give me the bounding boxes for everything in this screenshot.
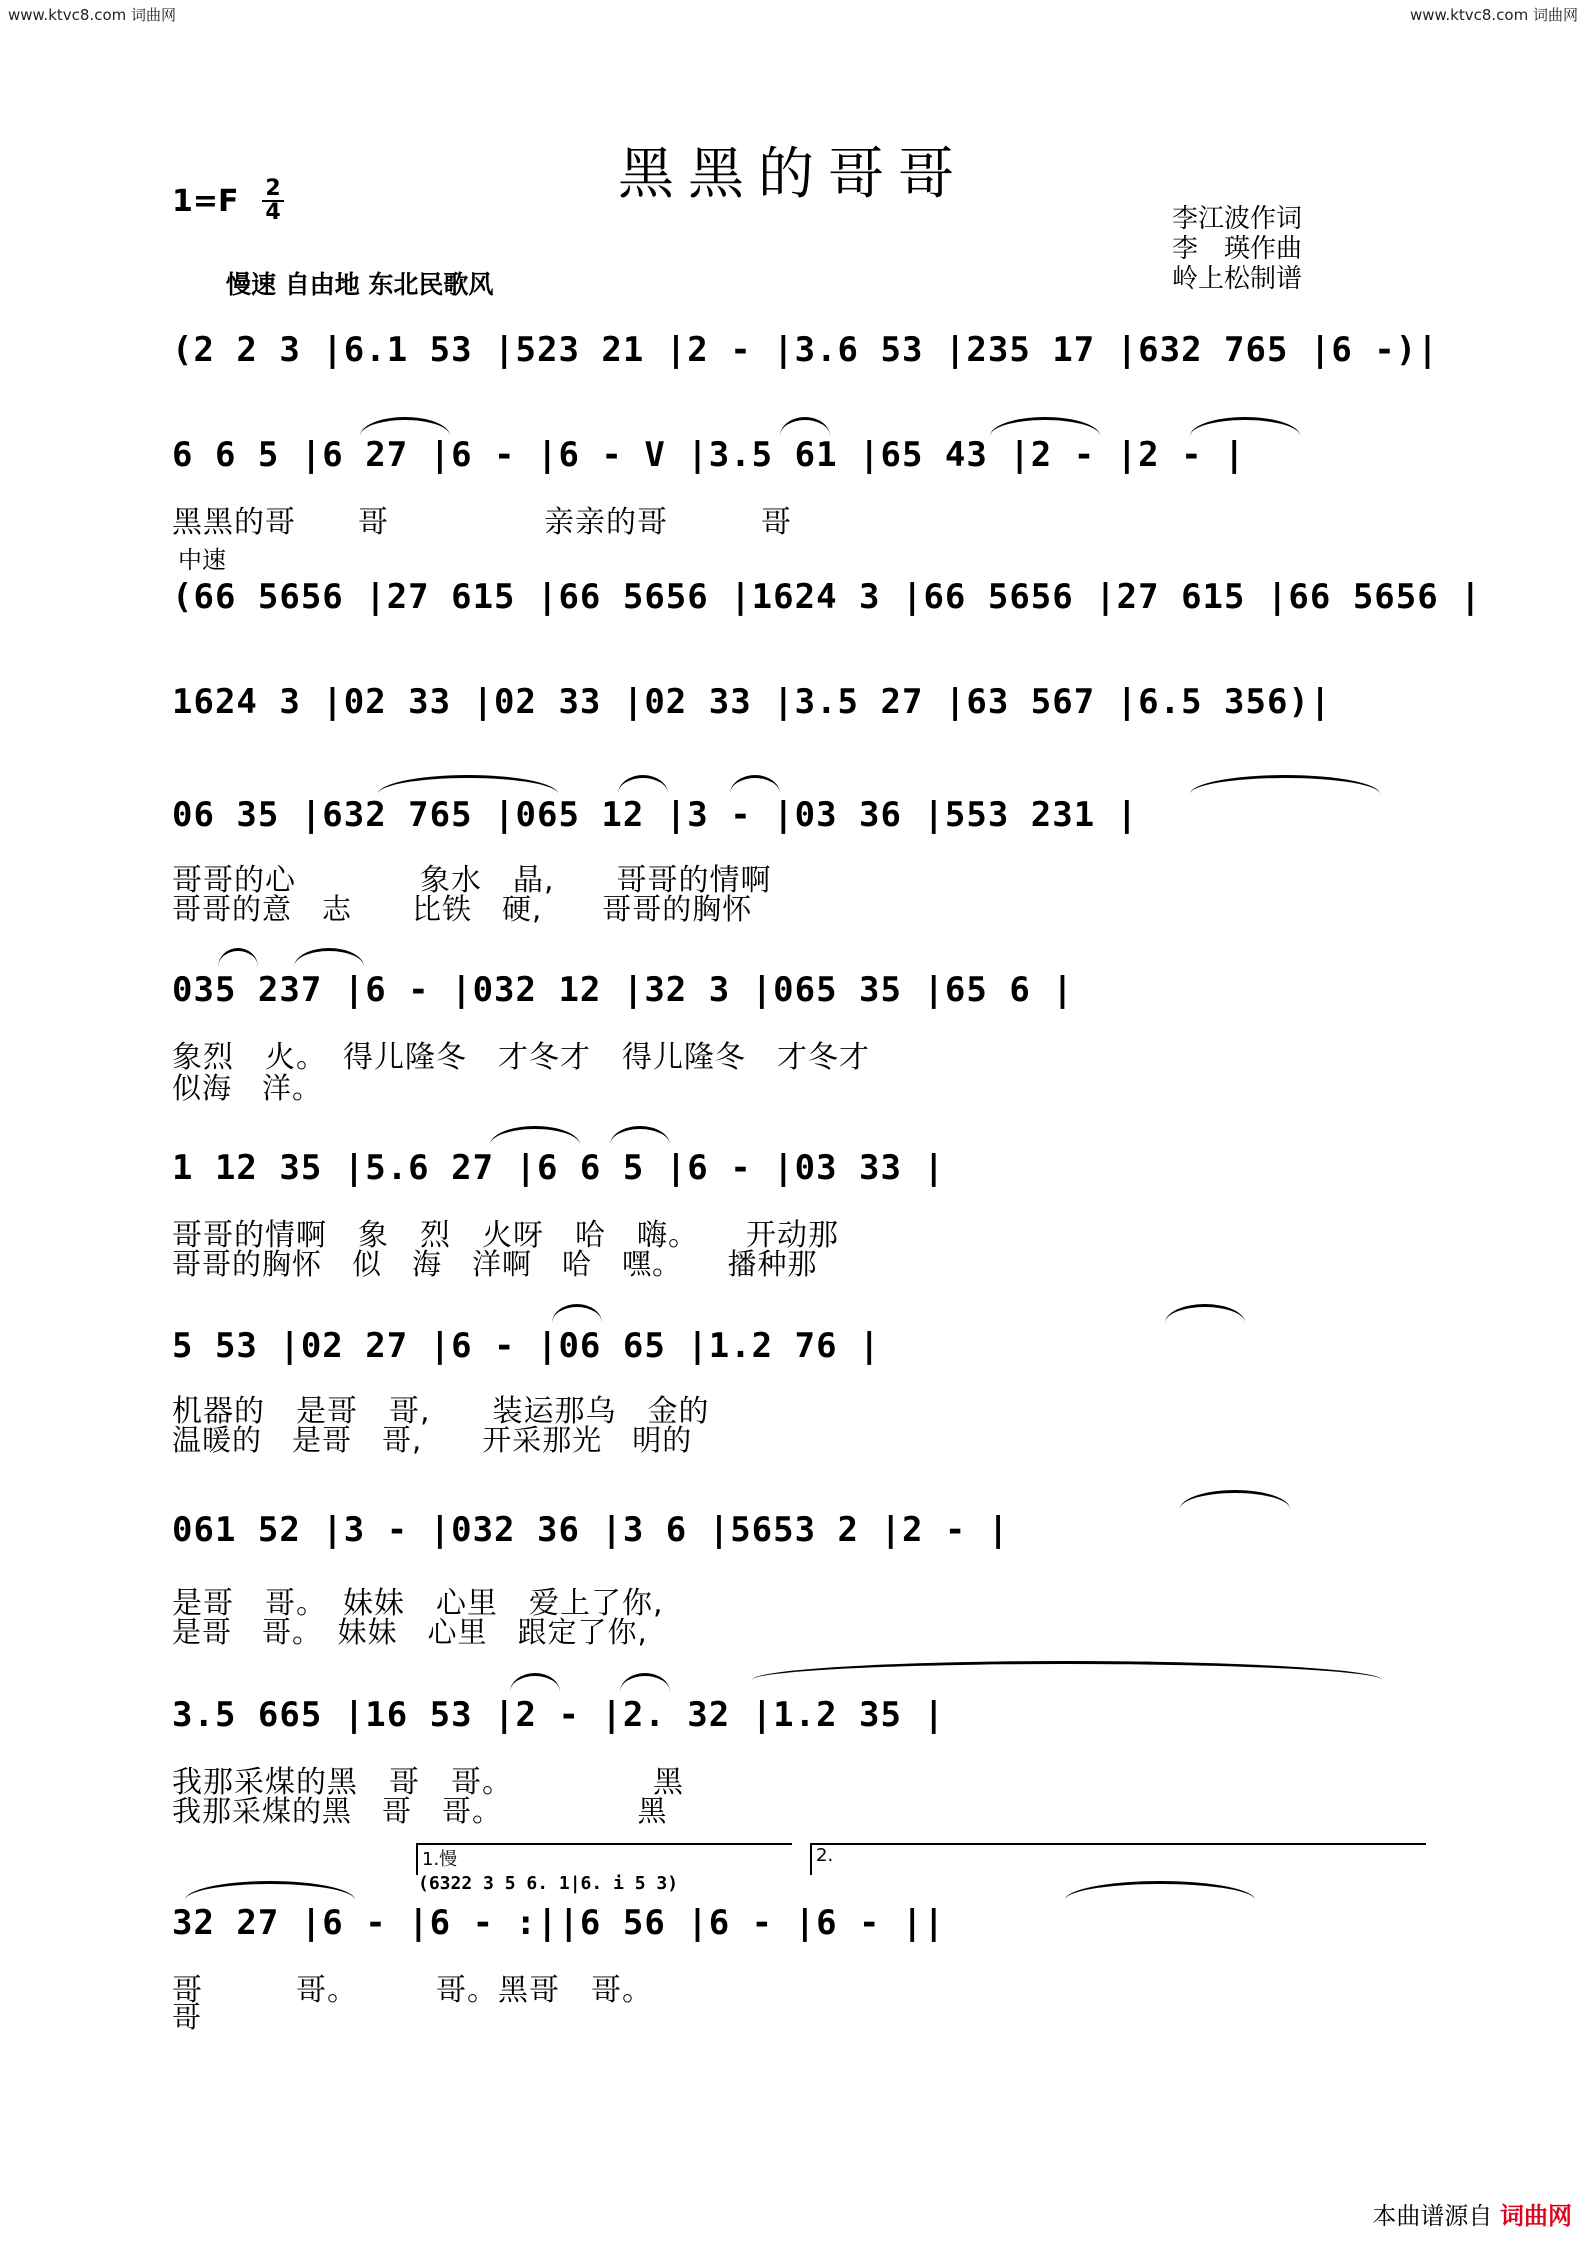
- key-signature: 1=F: [172, 184, 239, 219]
- composer-credit: 李 瑛作曲: [1172, 234, 1303, 264]
- score-row-10: [0, 1695, 1586, 1828]
- lyrics-row-9-verse-2: 是哥 哥。 妹妹 心里 跟定了你,: [172, 1615, 648, 1649]
- first-ending-label: 1.慢: [422, 1849, 458, 1870]
- watermark-left: www.ktvc8.com 词曲网: [8, 6, 177, 24]
- lyrics-row-11-verse-1: 哥 哥。 哥。黑哥 哥。: [172, 1973, 653, 2008]
- source-brand[interactable]: 词曲网: [1500, 2202, 1572, 2230]
- notes-row-5: 06 35 |632 765 |065 12 |3 - |03 36 |553 231 |: [172, 795, 1139, 835]
- slur: [990, 417, 1100, 436]
- slur: [610, 1126, 670, 1145]
- tempo-start: 慢速 自由地 东北民歌风: [226, 270, 494, 299]
- notes-row-4: 1624 3 |02 33 |02 33 |02 33 |3.5 27 |63 567 |6.5 356)|: [172, 682, 1332, 722]
- lyrics-row-9-verse-1: 是哥 哥。 妹妹 心里 爱上了你,: [172, 1586, 664, 1621]
- notes-row-1: (2 2 3 |6.1 53 |523 21 |2 - |3.6 53 |235 17 |632 765 |6 -)|: [172, 330, 1439, 370]
- slur: [218, 948, 258, 967]
- notes-row-2: 6 6 5 |6 27 |6 - |6 - V |3.5 61 |65 43 |2 - |2 - |: [172, 435, 1246, 475]
- lyrics-row-10-verse-2: 我那采煤的黑 哥 哥。 黑: [172, 1794, 668, 1828]
- slur: [620, 1673, 670, 1692]
- meter-bottom: 4: [265, 200, 281, 225]
- source-note-text: 本曲谱源自: [1372, 2202, 1493, 2230]
- first-ending: [416, 1843, 792, 1875]
- score-title: 黑黑的哥哥: [618, 142, 968, 207]
- score-row-1: [0, 330, 1586, 390]
- notes-row-7: 1 12 35 |5.6 27 |6 6 5 |6 - |03 33 |: [172, 1148, 945, 1188]
- tempo-mid: 中速: [178, 546, 226, 574]
- lyrics-row-8-verse-1: 机器的 是哥 哥, 装运那乌 金的: [172, 1394, 710, 1429]
- lyrics-row-6-verse-1: 象烈 火。 得儿隆冬 才冬才 得儿隆冬 才冬才: [172, 1040, 870, 1075]
- slur: [618, 775, 668, 794]
- notes-row-6: 035 237 |6 - |032 12 |32 3 |065 35 |65 6 |: [172, 970, 1074, 1010]
- slur: [1190, 775, 1380, 794]
- lyricist-credit: 李江波作词: [1172, 204, 1303, 234]
- second-ending-label: 2.: [816, 1845, 834, 1866]
- score-row-6: [0, 970, 1586, 1105]
- notes-row-10: 3.5 665 |16 53 |2 - |2. 32 |1.2 35 |: [172, 1695, 945, 1735]
- lyrics-row-2: 黑黑的哥 哥 亲亲的哥 哥: [172, 505, 792, 540]
- notes-row-11: 32 27 |6 - |6 - :||6 56 |6 - |6 - ||: [172, 1903, 945, 1943]
- slur: [185, 1881, 355, 1900]
- notes-row-3: (66 5656 |27 615 |66 5656 |1624 3 |66 5656 |27 615 |66 5656 |: [172, 577, 1482, 617]
- first-ending-figure: (6322 3 5 6. 1|6. i 5 3): [418, 1873, 679, 1894]
- slur: [780, 417, 830, 436]
- slur: [1165, 1304, 1245, 1323]
- engraver-credit: 岭上松制谱: [1172, 264, 1303, 294]
- watermark-right: www.ktvc8.com 词曲网: [1409, 6, 1578, 24]
- score-row-2: [0, 435, 1586, 540]
- score-row-5: [0, 795, 1586, 926]
- second-ending: [810, 1843, 1426, 1875]
- notes-row-9: 061 52 |3 - |032 36 |3 6 |5653 2 |2 - |: [172, 1510, 1010, 1550]
- time-signature: [262, 178, 284, 224]
- meter-top: 2: [262, 178, 284, 202]
- notes-row-8: 5 53 |02 27 |6 - |06 65 |1.2 76 |: [172, 1326, 881, 1366]
- lyrics-row-11-verse-2: 哥: [172, 2000, 203, 2034]
- slur: [378, 775, 558, 794]
- slur: [1190, 417, 1300, 436]
- score-row-9: [0, 1510, 1586, 1649]
- score-row-3: [0, 577, 1586, 637]
- score-row-11: [0, 1845, 1586, 2034]
- score-row-7: [0, 1148, 1586, 1281]
- lyrics-row-5-verse-1: 哥哥的心 象水 晶, 哥哥的情啊: [172, 863, 772, 898]
- lyrics-row-7-verse-2: 哥哥的胸怀 似 海 洋啊 哈 嘿。 播种那: [172, 1247, 818, 1281]
- lyrics-row-8-verse-2: 温暖的 是哥 哥, 开采那光 明的: [172, 1423, 693, 1457]
- slur: [1180, 1490, 1290, 1509]
- score-row-4: [0, 682, 1586, 742]
- slur: [490, 1126, 580, 1145]
- source-note: [1372, 2196, 1572, 2231]
- slur: [510, 1673, 560, 1692]
- slur: [360, 417, 450, 436]
- slur: [294, 948, 364, 967]
- slur: [1065, 1881, 1255, 1900]
- slur: [730, 775, 780, 794]
- lyrics-row-7-verse-1: 哥哥的情啊 象 烈 火呀 哈 嗨。 开动那: [172, 1218, 839, 1253]
- lyrics-row-10-verse-1: 我那采煤的黑 哥 哥。 黑: [172, 1765, 684, 1800]
- score-row-8: [0, 1326, 1586, 1457]
- slur: [552, 1304, 602, 1323]
- lyrics-row-6-verse-2: 似海 洋。: [172, 1071, 323, 1105]
- lyrics-row-5-verse-2: 哥哥的意 志 比铁 硬, 哥哥的胸怀: [172, 892, 753, 926]
- slur: [752, 1661, 1382, 1680]
